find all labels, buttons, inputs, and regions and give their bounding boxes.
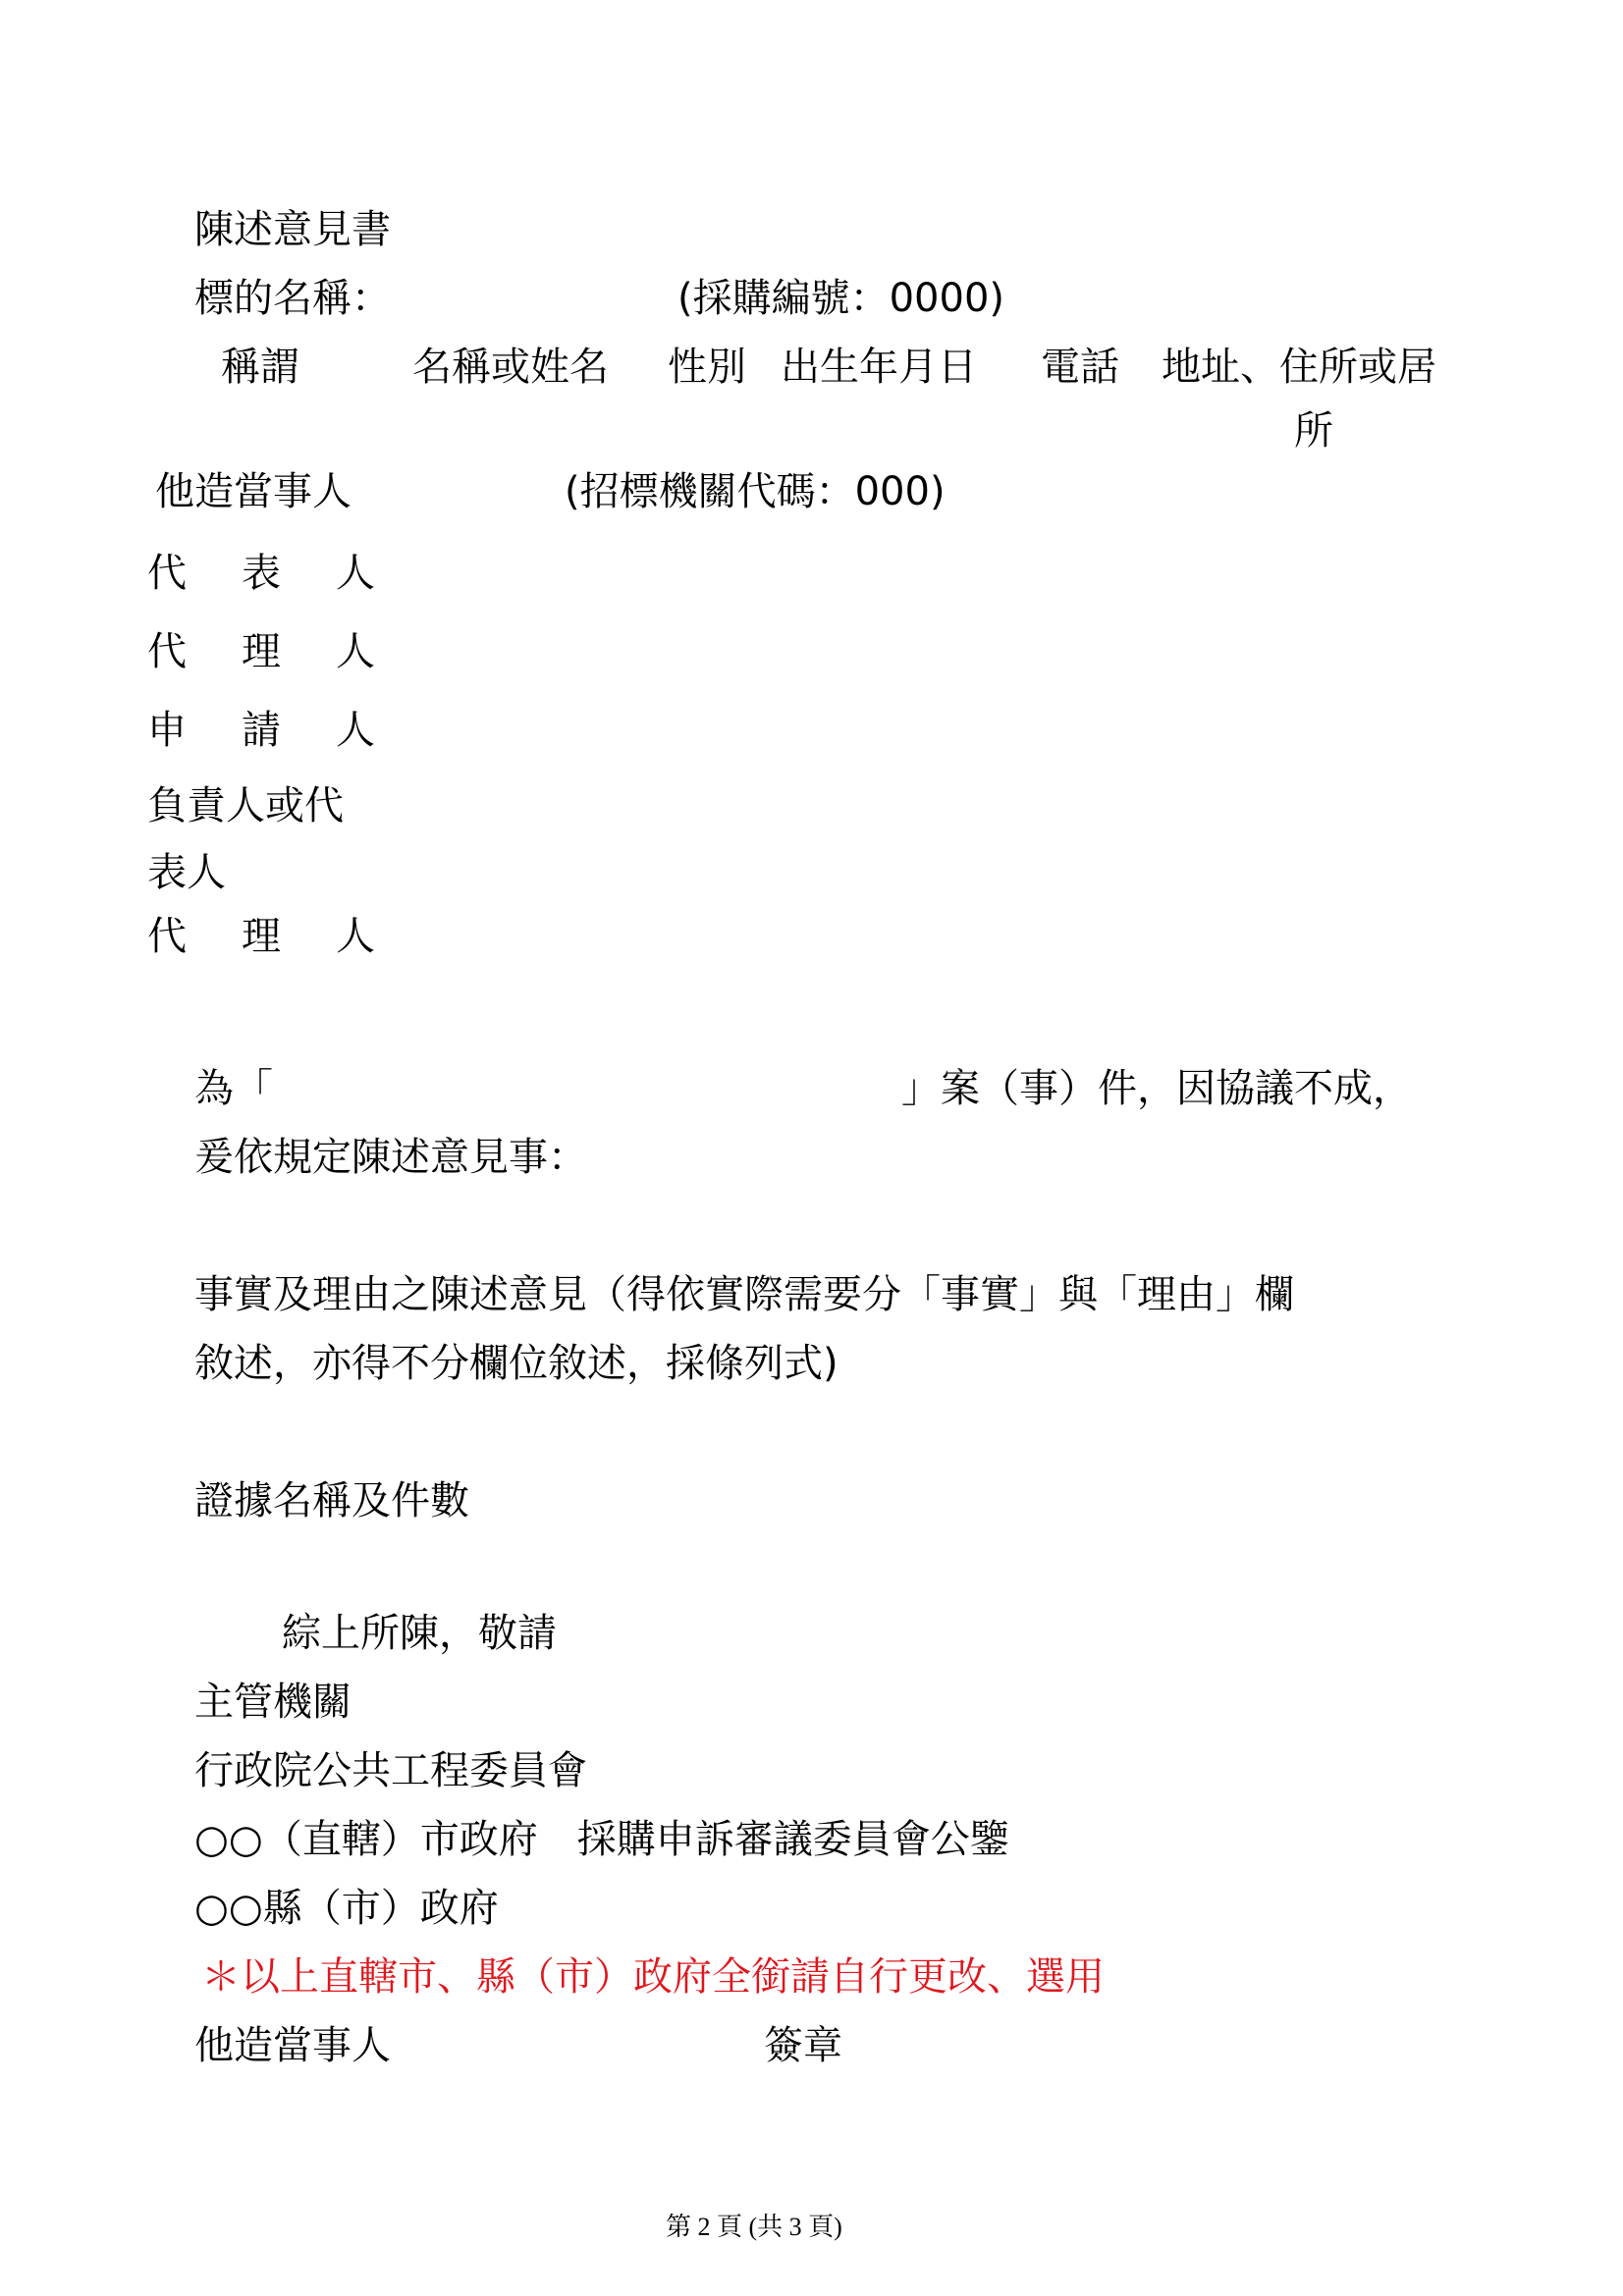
facts-line2: 敘述，亦得不分欄位敘述，採條列式)	[194, 1341, 839, 1386]
subject-label: 標的名稱：	[194, 276, 391, 321]
authority-note: ＊以上直轄市、縣（市）政府全銜請自行更改、選用	[201, 1954, 1105, 2000]
signature-label: 簽章	[764, 2023, 842, 2068]
party-representative: 代表人	[147, 551, 430, 596]
page-footer: 第 2 頁 (共 3 頁)	[666, 2213, 842, 2241]
header-birthdate: 出生年月日	[781, 345, 977, 390]
facts-line1: 事實及理由之陳述意見（得依實際需要分「事實」與「理由」欄	[194, 1272, 1294, 1317]
authority-3: ○○縣（市）政府	[194, 1886, 499, 1931]
case-line2: 爰依規定陳述意見事：	[194, 1135, 587, 1180]
header-address: 地址、住所或居	[1162, 345, 1436, 390]
party-responsible-cont: 表人	[147, 850, 226, 895]
authority-label: 主管機關	[194, 1680, 352, 1725]
party-agent-2: 代理人	[147, 914, 430, 959]
header-appellation: 稱謂	[221, 345, 299, 390]
authority-2: ○○（直轄）市政府 採購申訴審議委員會公鑒	[194, 1817, 1009, 1862]
header-gender: 性別	[668, 345, 746, 390]
party-agent: 代理人	[147, 629, 430, 674]
signer-label: 他造當事人	[194, 2023, 391, 2068]
header-phone: 電話	[1041, 345, 1119, 390]
closing-respectfully: 綜上所陳，敬請	[282, 1611, 557, 1656]
evidence-heading: 證據名稱及件數	[194, 1478, 469, 1523]
case-suffix: 」案（事）件，因協議不成，	[901, 1066, 1412, 1111]
procurement-number: (採購編號：0000)	[677, 276, 1005, 321]
party-other: 他造當事人	[155, 469, 352, 514]
party-applicant: 申請人	[147, 708, 430, 753]
header-name: 名稱或姓名	[412, 345, 609, 390]
header-address-cont: 所	[1294, 408, 1333, 454]
authority-1: 行政院公共工程委員會	[194, 1748, 587, 1793]
case-prefix: 為「	[194, 1066, 273, 1111]
party-responsible: 負責人或代	[147, 783, 344, 828]
agency-code: (招標機關代碼：000)	[565, 469, 946, 514]
document-title: 陳述意見書	[194, 207, 391, 252]
